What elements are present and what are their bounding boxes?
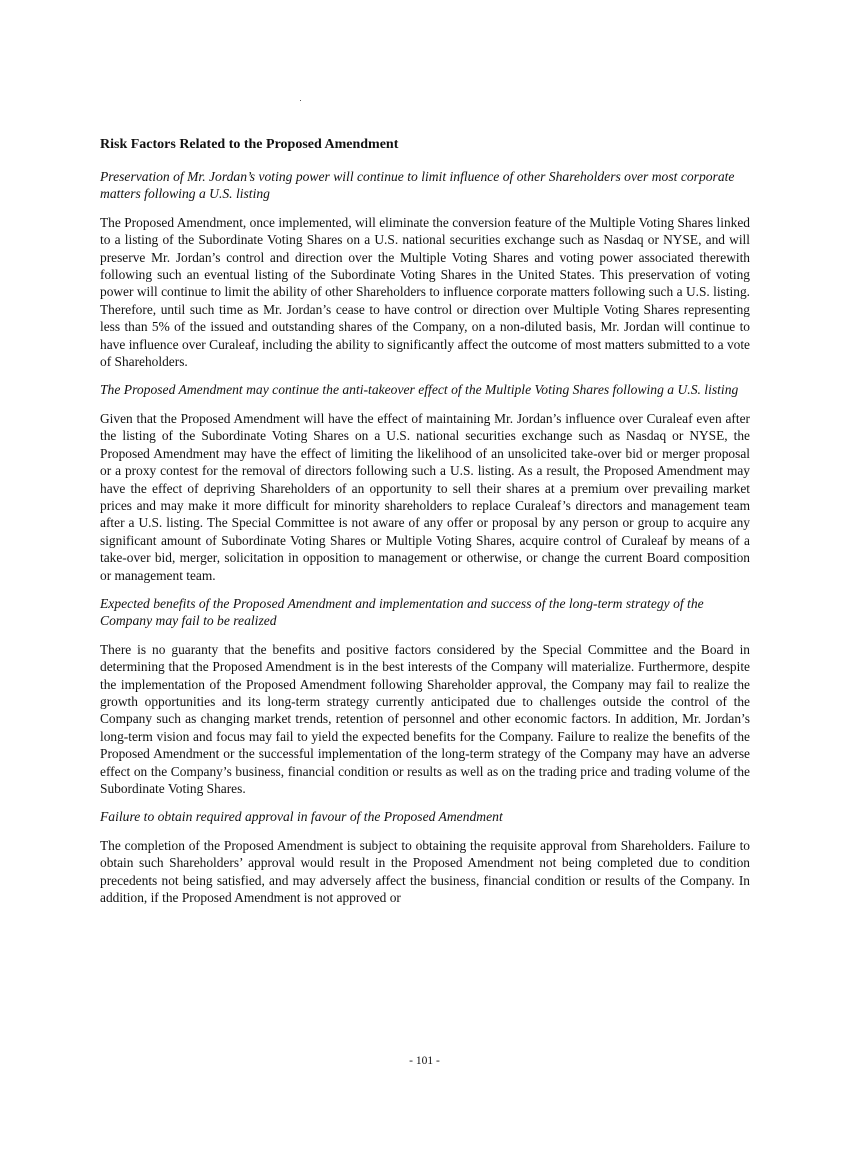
subsection-heading-expected-benefits: Expected benefits of the Proposed Amendment and implementation and success of the long-term strategy of the Company may fail to be realized [100,595,704,629]
paragraph-expected-benefits: There is no guaranty that the benefits and positive factors considered by the Special Committee and the Board in determining that the Proposed Amendment is in the best interests of the Company will materialize. Furthermore, despite the implementation of the Proposed Amendment following Shareholder approval, the Company may fail to realize the growth opportunities and its long-term strategy currently anticipated due to challenges outside the control of the Company such as changing market trends, retention of personnel and other economic factors. In addition, Mr. Jordan’s long-term vision and focus may fail to yield the expected benefits for the Company. Failure to realize the benefits of the Proposed Amendment or the successful implementation of the long-term strategy of the Company may have an adverse effect on the Company’s business, financial condition or results as well as on the trading price and trading volume of the Subordinate Voting Shares. [100,641,750,796]
paragraph-approval: The completion of the Proposed Amendment is subject to obtaining the requisite approval from Shareholders. Failure to obtain such Shareholders’ approval would result in the Proposed Amendment not being completed due to condition precedents not being satisfied, and may adversely affect the business, financial condition or results of the Company. In addition, if the Proposed Amendment is not approved or [100,837,750,906]
subsection-heading-anti-takeover: The Proposed Amendment may continue the anti-takeover effect of the Multiple Voting Shares following a U.S. listing [100,382,739,398]
page-number: - 101 - [409,1055,440,1067]
subsection-heading-approval: Failure to obtain required approval in favour of the Proposed Amendment [100,809,503,825]
section-title: Risk Factors Related to the Proposed Amendment [100,137,399,152]
stray-mark [300,100,301,101]
paragraph-anti-takeover: Given that the Proposed Amendment will have the effect of maintaining Mr. Jordan’s influence over Curaleaf even after the listing of the Subordinate Voting Shares on a U.S. national securities exchange such as Nasdaq or NYSE, the Proposed Amendment may have the effect of limiting the likelihood of an unsolicited take-over bid or merger proposal or a proxy contest for the removal of directors following such a U.S. listing. As a result, the Proposed Amendment may have the effect of depriving Shareholders of an opportunity to sell their shares at a premium over prevailing market prices and may make it more difficult for minority shareholders to replace Curaleaf’s directors and management team after a U.S. listing. The Special Committee is not aware of any offer or proposal by any person or group to acquire any significant amount of Subordinate Voting Shares or Multiple Voting Shares, acquire control of Curaleaf by means of a take-over bid, merger, solicitation in opposition to management or otherwise, or change the current Board composition or management team. [100,410,750,583]
subsection-heading-voting-power: Preservation of Mr. Jordan’s voting power will continue to limit influence of other Shareholders over most corporate matters following a U.S. listing [100,169,735,202]
page-content [100,136,750,917]
paragraph-voting-power: The Proposed Amendment, once implemented, will eliminate the conversion feature of the Multiple Voting Shares linked to a listing of the Subordinate Voting Shares on a U.S. national securities exchange such as Nasdaq or NYSE, and will preserve Mr. Jordan’s control and direction over the Multiple Voting Shares and voting power associated therewith following such an eventual listing of the Subordinate Voting Shares in the United States. This preservation of voting power will continue to limit the ability of other Shareholders to influence corporate matters following such a U.S. listing. Therefore, until such time as Mr. Jordan’s cease to have control or direction over Multiple Voting Shares representing less than 5% of the issued and outstanding shares of the Company, on a non-diluted basis, Mr. Jordan will continue to have influence over Curaleaf, including the ability to significantly affect the outcome of most matters submitted to a vote of Shareholders. [100,214,750,370]
